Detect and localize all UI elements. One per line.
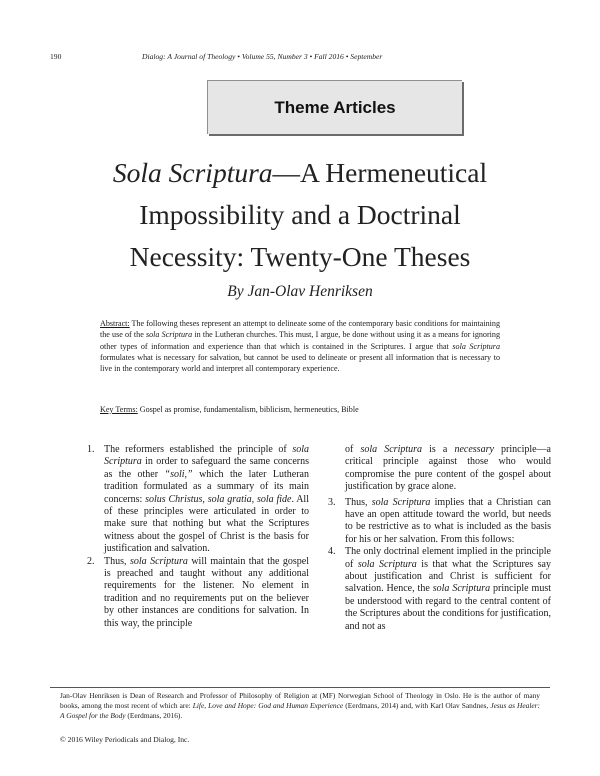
thesis-text: in order to safeguard the same concerns as the other <box>104 456 309 480</box>
thesis-italic: sola Scriptura <box>357 558 417 570</box>
thesis-2 <box>87 556 309 630</box>
thesis-number: 3. <box>328 496 336 508</box>
title-italic: Sola Scriptura <box>112 157 273 188</box>
abstract-text: in the Lutheran churches. This must, I argue, be done without using it as a means for ignoring other types of information and experience than that which is contained in the Scriptures. I argue that <box>100 330 501 351</box>
key-terms-text: Gospel as promise, fundamentalism, biblicism, hermeneutics, Bible <box>137 405 359 414</box>
key-terms <box>100 404 520 415</box>
abstract-italic: sola Scriptura <box>452 341 501 351</box>
footnote-italic: Jesus as Healer: A Gospel for the Body <box>60 701 540 721</box>
running-head: Dialog: A Journal of Theology • Volume 55, Number 3 • Fall 2016 • September <box>142 52 383 61</box>
thesis-text: The only doctrinal element implied in the principle of <box>345 546 551 570</box>
author-byline: By Jan-Olav Henriksen <box>227 283 373 300</box>
thesis-text: of <box>345 444 361 455</box>
thesis-text: . All of these principles were articulated in order to make sure that nothing but what the Scriptures witness about the gospel of Christ is the basis for justification and salvation. <box>104 493 309 555</box>
thesis-4 <box>328 546 551 633</box>
column-right <box>328 444 551 633</box>
thesis-italic: sola Scriptura <box>129 555 188 567</box>
thesis-italic: “soli,” <box>164 468 193 480</box>
title-line-3: Necessity: Twenty-One Theses <box>129 241 471 272</box>
article-title <box>40 152 560 278</box>
column-left <box>87 444 309 630</box>
footnote-text: Jan-Olav Henriksen is Dean of Research and Professor of Philosophy of Religion at (MF) Norwegian School of Theology in Oslo. He is the author of many books, among the most recent of which are: <box>60 691 540 711</box>
title-line-1-rest: —A Hermeneutical <box>272 157 488 188</box>
thesis-number: 4. <box>328 546 336 558</box>
thesis-number: 1. <box>87 444 95 455</box>
thesis-text: Thus, <box>104 555 130 567</box>
thesis-text: is a <box>422 444 455 455</box>
thesis-2-continued <box>328 444 551 494</box>
key-terms-label: Key Terms: <box>100 405 138 414</box>
copyright-notice: © 2016 Wiley Periodicals and Dialog, Inc. <box>60 735 190 744</box>
thesis-text: principle—a critical principle against those who would compromise the pure content of the gospel about justification by grace alone. <box>345 444 551 493</box>
thesis-text: Thus, <box>345 496 372 508</box>
thesis-italic: solus Christus, sola gratia, sola fide <box>145 493 292 505</box>
thesis-1 <box>87 444 309 556</box>
footnote-divider <box>50 687 550 688</box>
abstract-text: formulates what is necessary for salvation, but cannot be used to delineate or present all information that is necessary to live in the contemporary world and interpret all contemporary experience. <box>100 352 500 374</box>
page-number: 190 <box>50 52 62 61</box>
thesis-text: will maintain that the gospel is preached and taught without any additional requirements for the listener. No element in tradition and no requirements put on the believer by other instances are conditions for salvation. In this way, the principle <box>104 555 309 629</box>
thesis-text: principle must be understood with regard to the central content of the Scriptures about the conditions for justification, and not as <box>345 583 551 632</box>
abstract-italic: sola Scriptura <box>145 330 193 340</box>
section-label-box <box>207 80 462 134</box>
thesis-italic: sola Scriptura <box>360 444 423 455</box>
thesis-italic: necessary <box>454 444 494 455</box>
thesis-3 <box>328 497 551 547</box>
thesis-italic: sola Scriptura <box>104 444 309 468</box>
author-footnote <box>60 691 540 722</box>
thesis-text: is that what the Scriptures say about justification and Christ is sufficient for salvation. Hence, the <box>345 558 551 595</box>
thesis-number: 2. <box>87 555 95 567</box>
thesis-text: The reformers established the principle of <box>104 444 293 455</box>
thesis-text: which the later Lutheran tradition formulated as a summary of its main concerns: <box>104 468 309 505</box>
thesis-italic: sola Scriptura <box>432 583 491 595</box>
title-line-2: Impossibility and a Doctrinal <box>139 199 461 230</box>
thesis-italic: sola Scriptura <box>371 496 431 508</box>
footnote-text: (Eerdmans, 2014) and, with Karl Olav Sandnes, <box>343 701 491 711</box>
section-label: Theme Articles <box>274 97 396 117</box>
running-header <box>50 51 550 63</box>
title-line-1 <box>40 152 560 194</box>
abstract-text: The following theses represent an attempt to delineate some of the contemporary basic conditions for maintaining the use of the <box>100 319 500 340</box>
footnote-text: (Eerdmans, 2016). <box>125 711 183 721</box>
abstract-label: Abstract: <box>100 319 130 328</box>
footnote-italic: Life, Love and Hope: God and Human Experience <box>192 701 344 711</box>
abstract <box>100 318 500 374</box>
thesis-text: implies that a Christian can have an open attitude toward the world, but needs to be restrictive as to what is included as the basis for his or her salvation. From this follows: <box>345 496 552 545</box>
